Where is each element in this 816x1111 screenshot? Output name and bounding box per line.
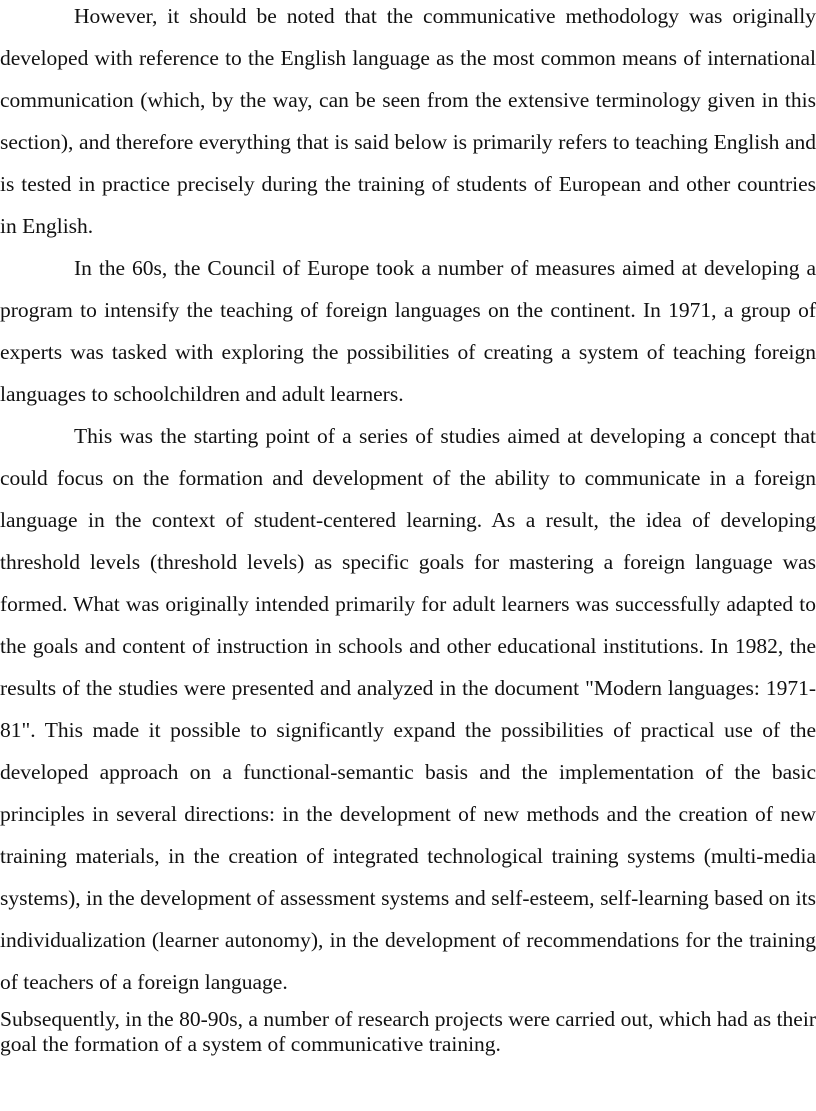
- paragraph-council-of-europe: In the 60s, the Council of Europe took a number of measures aimed at developing a program to intensify the teaching of foreign languages on the continent. In 1971, a group of experts was tasked with exploring the possibilities of creating a system of teaching foreign languages to schoolchildren and adult learners.: [0, 256, 816, 406]
- paragraph-research-projects: Subsequently, in the 80-90s, a number of research projects were carried out, which had as their goal the formation of a system of communicative training.: [0, 1007, 816, 1056]
- paragraph-threshold-levels: This was the starting point of a series of studies aimed at developing a concept that could focus on the formation and development of the ability to communicate in a foreign language in the context of student-centered learning. As a result, the idea of developing threshold levels (threshold levels) as specific goals for mastering a foreign language was formed. What was originally intended primarily for adult learners was successfully adapted to the goals and content of instruction in schools and other educational institutions. In 1982, the results of the studies were presented and analyzed in the document "Modern languages: 1971-81". This made it possible to significantly expand the possibilities of practical use of the developed approach on a functional-semantic basis and the implementation of the basic principles in several directions: in the development of new methods and the creation of new training materials, in the creation of integrated technological training systems (multi-media systems), in the development of assessment systems and self-esteem, self-learning based on its individualization (learner autonomy), in the development of recommendations for the training of teachers of a foreign language.: [0, 424, 816, 994]
- paragraph-communicative-methodology: However, it should be noted that the communicative methodology was originally developed with reference to the English language as the most common means of international communication (which, by the way, can be seen from the extensive terminology given in this section), and therefore everything that is said below is primarily refers to teaching English and is tested in practice precisely during the training of students of European and other countries in English.: [0, 4, 816, 238]
